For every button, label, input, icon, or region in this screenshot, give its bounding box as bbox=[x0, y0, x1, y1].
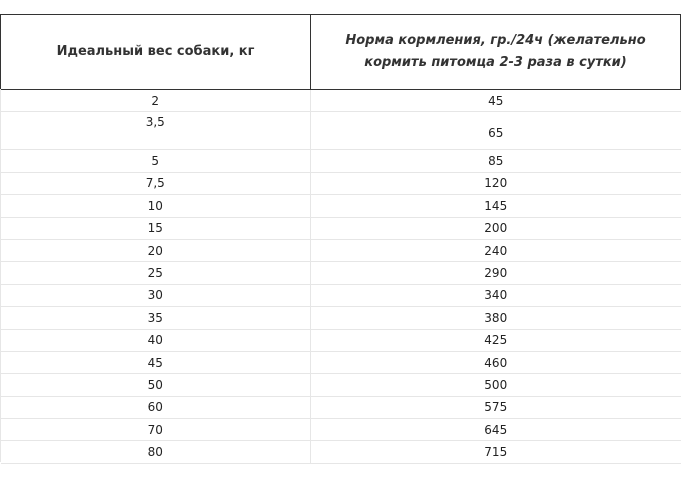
header-feeding-norm: Норма кормления, гр./24ч (желательно кормить питомца 2-3 раза в сутки) bbox=[311, 15, 681, 90]
cell-amount: 85 bbox=[311, 150, 681, 172]
cell-weight: 30 bbox=[1, 284, 311, 306]
table-row bbox=[1, 150, 681, 172]
table-left-border bbox=[0, 89, 1, 462]
table-row bbox=[1, 195, 681, 217]
cell-amount: 65 bbox=[311, 112, 681, 150]
table-row bbox=[1, 172, 681, 194]
cell-weight: 40 bbox=[1, 329, 311, 351]
cell-amount: 45 bbox=[311, 90, 681, 112]
feeding-table-container bbox=[0, 14, 680, 464]
cell-amount: 290 bbox=[311, 262, 681, 284]
cell-weight: 15 bbox=[1, 217, 311, 239]
table-row bbox=[1, 217, 681, 239]
table-row bbox=[1, 396, 681, 418]
cell-amount: 460 bbox=[311, 351, 681, 373]
cell-amount: 380 bbox=[311, 307, 681, 329]
cell-weight: 45 bbox=[1, 351, 311, 373]
table-header bbox=[1, 15, 681, 90]
cell-weight: 35 bbox=[1, 307, 311, 329]
cell-amount: 340 bbox=[311, 284, 681, 306]
cell-amount: 425 bbox=[311, 329, 681, 351]
cell-amount: 715 bbox=[311, 441, 681, 463]
cell-weight: 7,5 bbox=[1, 172, 311, 194]
cell-weight: 10 bbox=[1, 195, 311, 217]
table-row bbox=[1, 441, 681, 463]
cell-weight: 2 bbox=[1, 90, 311, 112]
table-row bbox=[1, 374, 681, 396]
cell-weight: 5 bbox=[1, 150, 311, 172]
cell-weight: 50 bbox=[1, 374, 311, 396]
cell-weight: 25 bbox=[1, 262, 311, 284]
table-row bbox=[1, 307, 681, 329]
header-weight: Идеальный вес собаки, кг bbox=[1, 15, 311, 90]
table-row bbox=[1, 112, 681, 150]
cell-amount: 200 bbox=[311, 217, 681, 239]
cell-weight: 20 bbox=[1, 239, 311, 261]
table-row bbox=[1, 351, 681, 373]
header-row bbox=[1, 15, 681, 90]
cell-weight: 60 bbox=[1, 396, 311, 418]
table-row bbox=[1, 284, 681, 306]
table-row bbox=[1, 419, 681, 441]
table-row bbox=[1, 329, 681, 351]
table-body bbox=[1, 90, 681, 464]
cell-amount: 575 bbox=[311, 396, 681, 418]
cell-amount: 240 bbox=[311, 239, 681, 261]
cell-amount: 145 bbox=[311, 195, 681, 217]
table-row bbox=[1, 239, 681, 261]
cell-amount: 645 bbox=[311, 419, 681, 441]
cell-weight: 80 bbox=[1, 441, 311, 463]
feeding-table bbox=[0, 14, 681, 464]
cell-weight: 3,5 bbox=[1, 112, 311, 150]
cell-amount: 120 bbox=[311, 172, 681, 194]
cell-weight: 70 bbox=[1, 419, 311, 441]
cell-amount: 500 bbox=[311, 374, 681, 396]
table-row bbox=[1, 262, 681, 284]
table-row bbox=[1, 90, 681, 112]
